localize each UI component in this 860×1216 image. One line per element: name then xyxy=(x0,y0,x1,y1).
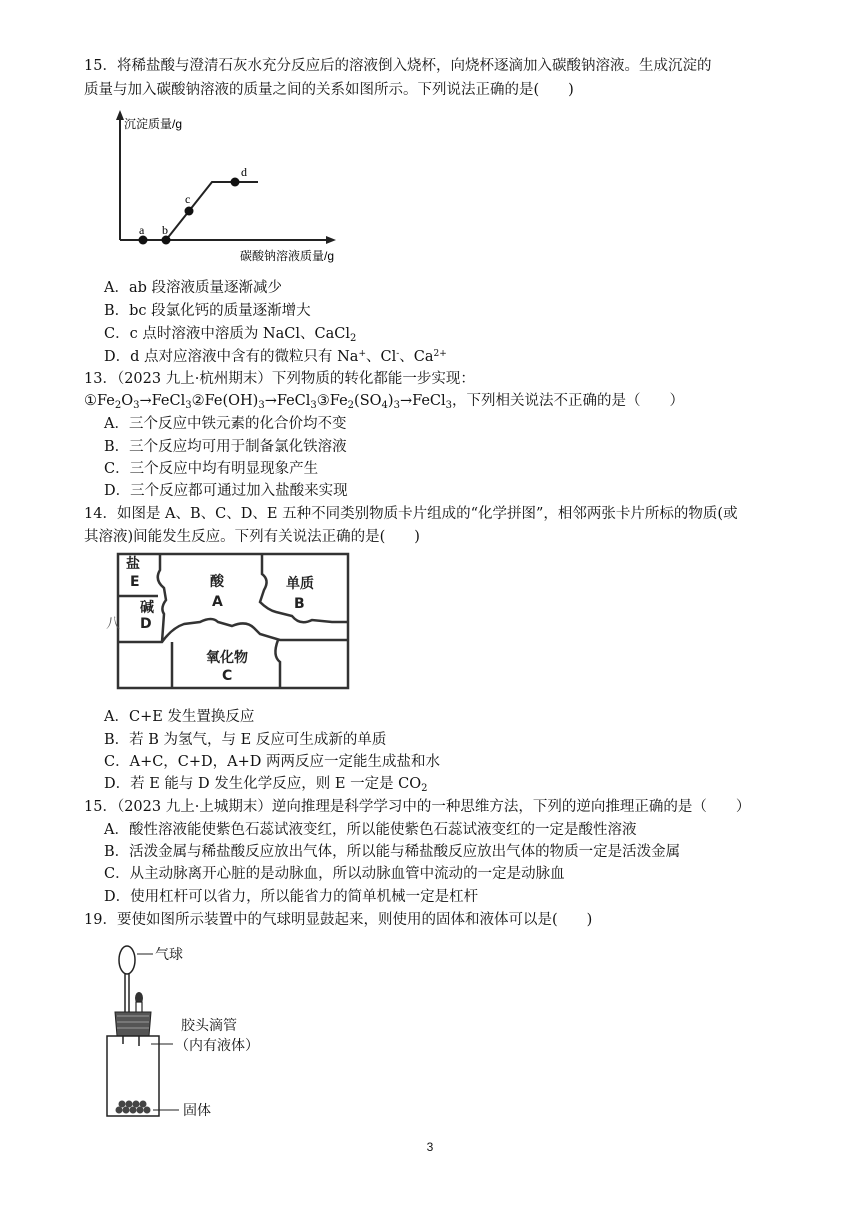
chart-point-label-d: d xyxy=(241,165,247,179)
chart-x-label: 碳酸钠溶液质量/g xyxy=(240,249,335,263)
q15a-stem-line1: 15．将稀盐酸与澄清石灰水充分反应后的溶液倒入烧杯，向烧杯逐滴加入碳酸钠溶液。生成沉淀的 xyxy=(84,58,712,74)
chemistry-puzzle-figure xyxy=(100,550,352,698)
q13-stem-line2: $①Fe_2O_3\to FeCl_3②Fe(OH)_3\to FeCl_3③Fe_2(SO_4)_3\to FeCl_3$，下列相关说法不正确的是（ ） xyxy=(84,393,685,411)
chart-y-arrow xyxy=(116,110,124,120)
q14-stem-line2: 其溶液)间能发生反应。下列有关说法正确的是( ) xyxy=(84,529,420,545)
chart-y-label: 沉淀质量/g xyxy=(124,117,183,131)
puzzle-acid-label: 酸 xyxy=(210,574,224,590)
puzzle-c-label: C xyxy=(222,668,233,684)
q15b-option-a: A．酸性溶液能使紫色石蕊试液变红，所以能使紫色石蕊试液变红的一定是酸性溶液 xyxy=(104,822,637,838)
dropper-sub-label: （内有液体） xyxy=(175,1038,259,1054)
q14-stem-line1: 14．如图是 A、B、C、D、E 五种不同类别物质卡片组成的“化学拼图”，相邻两张卡片所标的物质(或 xyxy=(84,506,738,522)
puzzle-b-label: B xyxy=(294,596,305,612)
puzzle-e-label: E xyxy=(130,574,140,590)
puzzle-a-label: A xyxy=(212,594,223,610)
puzzle-base-label: 碱 xyxy=(140,600,154,616)
chart-point-c xyxy=(185,207,194,216)
q14-option-a: A．C+E 发生置换反应 xyxy=(104,709,255,725)
puzzle-stray-mark: 八 xyxy=(106,616,120,632)
puzzle-salt-label: 盐 xyxy=(126,556,140,572)
q13-option-c: C．三个反应中均有明显现象产生 xyxy=(104,461,319,477)
q13-option-a: A．三个反应中铁元素的化合价均不变 xyxy=(104,416,347,432)
balloon-apparatus-figure xyxy=(95,940,295,1122)
puzzle-oxide-label: 氧化物 xyxy=(206,650,248,666)
precipitate-chart xyxy=(100,108,340,268)
solid-label: 固体 xyxy=(183,1103,211,1119)
page-number: 3 xyxy=(426,1140,434,1154)
puzzle-d-label: D xyxy=(140,616,152,632)
chart-point-label-c: c xyxy=(185,192,191,206)
q15b-option-d: D．使用杠杆可以省力，所以能省力的简单机械一定是杠杆 xyxy=(104,889,479,905)
q13-stem-line1: 13．（2023 九上·杭州期末）下列物质的转化都能一步实现： xyxy=(84,371,475,387)
solid-granules xyxy=(116,1101,151,1114)
q14-option-b: B．若 B 为氢气，与 E 反应可生成新的单质 xyxy=(104,732,387,748)
dropper-label: 胶头滴管 xyxy=(181,1018,237,1034)
q15a-option-c: C．c 点时溶液中溶质为 NaCl、CaCl$_2$ xyxy=(104,326,357,344)
q14-option-c: C．A+C，C+D，A+D 两两反应一定能生成盐和水 xyxy=(104,754,441,770)
balloon-shape xyxy=(119,946,135,974)
q15a-stem-line2: 质量与加入碳酸钠溶液的质量之间的关系如图所示。下列说法正确的是( ) xyxy=(84,82,574,98)
q13-option-d: D．三个反应都可通过加入盐酸来实现 xyxy=(104,483,348,499)
q15b-option-b: B．活泼金属与稀盐酸反应放出气体，所以能与稀盐酸反应放出气体的物质一定是活泼金属 xyxy=(104,844,681,860)
chart-point-d xyxy=(231,178,240,187)
chart-point-label-b: b xyxy=(162,223,168,237)
q14-option-d: D．若 E 能与 D 发生化学反应，则 E 一定是 $CO_2$ xyxy=(104,776,428,794)
q15a-option-a: A．ab 段溶液质量逐渐减少 xyxy=(104,280,283,296)
chart-x-arrow xyxy=(326,236,336,244)
q15b-option-c: C．从主动脉离开心脏的是动脉血，所以动脉血管中流动的一定是动脉血 xyxy=(104,866,565,882)
q15a-option-b: B．bc 段氯化钙的质量逐渐增大 xyxy=(104,303,311,319)
q15a-option-d: D．d 点对应溶液中含有的微粒只有 Na+、Cl-、$Ca^{2+}$ xyxy=(104,349,447,365)
chart-point-label-a: a xyxy=(139,223,145,237)
q19-stem: 19．要使如图所示装置中的气球明显鼓起来，则使用的固体和液体可以是( ) xyxy=(84,912,593,928)
puzzle-element-label: 单质 xyxy=(286,576,314,592)
q13-option-b: B．三个反应均可用于制备氯化铁溶液 xyxy=(104,439,347,455)
q15b-stem: 15．（2023 九上·上城期末）逆向推理是科学学习中的一种思维方法，下列的逆向推理正确的是（ ） xyxy=(84,799,751,815)
balloon-label: 气球 xyxy=(155,947,183,963)
